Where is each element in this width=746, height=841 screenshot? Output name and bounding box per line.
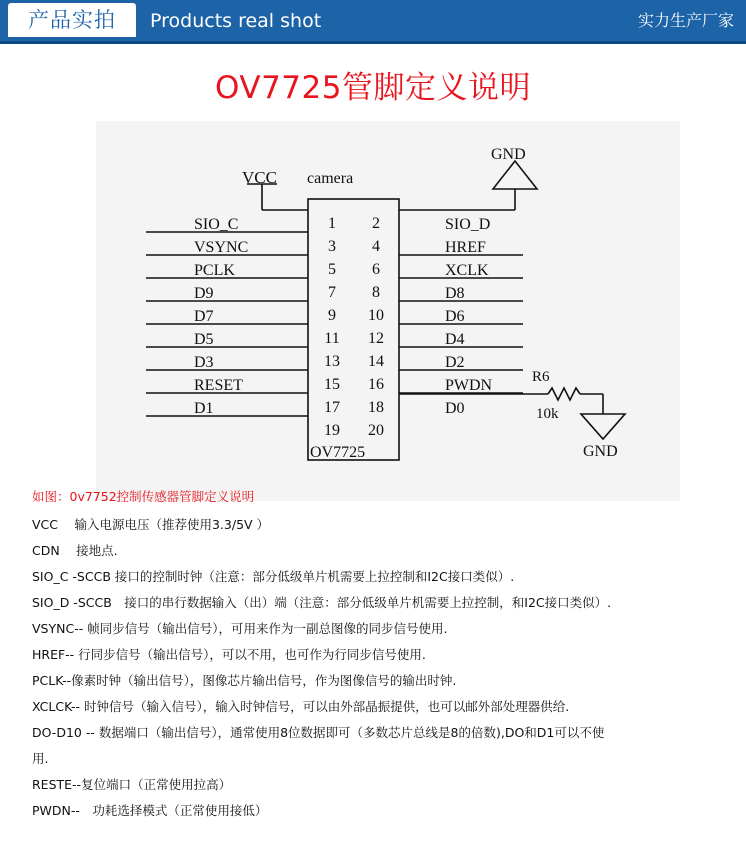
page-title: OV7725管脚定义说明 (215, 70, 531, 106)
pin-diagram-svg (96, 121, 680, 501)
right-pin-number: 4 (372, 238, 380, 255)
pin-descriptions (32, 512, 742, 824)
left-pin-number: 1 (328, 215, 336, 232)
left-pin-number: 15 (324, 376, 340, 393)
right-signal-label: SIO_D (445, 216, 491, 233)
gnd-bottom-label: GND (583, 443, 618, 460)
pin-diagram (96, 121, 680, 501)
pin-description-line: DO-D10 -- 数据端口（输出信号），通常使用8位数据即可（多数芯片总线是8的倍数),DO和D1可以不使 (32, 725, 605, 740)
right-signal-label: XCLK (445, 262, 489, 279)
left-signal-label: VSYNC (194, 239, 249, 256)
header-cn-title: 产品实拍 (8, 3, 136, 37)
right-pin-number: 16 (368, 376, 384, 393)
vcc-label: VCC (242, 168, 277, 187)
left-signal-label: D7 (194, 308, 214, 325)
right-pin-number: 6 (372, 261, 380, 278)
chip-part-label: OV7725 (310, 444, 366, 461)
right-pin-number: 8 (372, 284, 380, 301)
gnd-top-symbol (493, 161, 537, 189)
right-pin-number: 10 (368, 307, 384, 324)
pin-description-line: 用. (32, 751, 49, 766)
right-pin-number: 20 (368, 422, 384, 439)
chip-label: camera (307, 170, 354, 187)
chip-body (308, 199, 399, 460)
pin-description-line: SIO_C -SCCB 接口的控制时钟（注意：部分低级单片机需要上拉控制和I2C接口类似）. (32, 569, 515, 584)
pin-description-line: HREF-- 行同步信号（输出信号），可以不用，也可作为行同步信号使用. (32, 647, 426, 662)
pin-description-line: VCC 输入电源电压（推荐使用3.3/5V ） (32, 517, 270, 532)
left-pin-number: 13 (324, 353, 340, 370)
header-right-text: 实力生产厂家 (637, 11, 734, 30)
resistor-value: 10k (536, 406, 559, 422)
pin-description-line: VSYNC-- 帧同步信号（输出信号），可用来作为一副总图像的同步信号使用. (32, 621, 448, 636)
right-signal-label: D0 (445, 400, 465, 417)
left-signal-label: SIO_C (194, 216, 239, 233)
right-pin-number: 18 (368, 399, 384, 416)
right-pin-number: 12 (368, 330, 384, 347)
left-pin-number: 19 (324, 422, 340, 439)
gnd-top-label: GND (491, 146, 526, 163)
right-signal-label: D8 (445, 285, 465, 302)
pin-description-line: SIO_D -SCCB 接口的串行数据输入（出）端（注意：部分低级单片机需要上拉控制，和I2C接口类似）. (32, 595, 612, 610)
left-pin-number: 11 (324, 330, 340, 347)
left-pin-number: 9 (328, 307, 336, 324)
left-pin-number: 7 (328, 284, 336, 301)
left-pin-number: 5 (328, 261, 336, 278)
diagram-caption: 如图：0v7752控制传感器管脚定义说明 (32, 489, 255, 504)
right-pin-number: 14 (368, 353, 384, 370)
left-signal-label: D3 (194, 354, 214, 371)
pin-rows (146, 215, 523, 439)
pin-description-line: PWDN-- 功耗选择模式（正常使用接低） (32, 803, 268, 818)
right-signal-label: D4 (445, 331, 465, 348)
pin-description-line: RESTE--复位端口（正常使用拉高） (32, 777, 232, 792)
right-signal-label: D2 (445, 354, 465, 371)
resistor-name: R6 (532, 369, 550, 385)
pin-description-line: CDN 接地点. (32, 543, 118, 558)
left-signal-label: D5 (194, 331, 214, 348)
pin-description-line: PCLK--像素时钟（输出信号），图像芯片输出信号，作为图像信号的输出时钟. (32, 673, 457, 688)
left-signal-label: D9 (194, 285, 214, 302)
left-pin-number: 17 (324, 399, 340, 416)
right-signal-label: D6 (445, 308, 465, 325)
left-signal-label: PCLK (194, 262, 235, 279)
gnd-bottom-symbol (581, 414, 625, 439)
pin-description-line: XCLCK-- 时钟信号（输入信号），输入时钟信号，可以由外部晶振提供，也可以邮外部处理器供给. (32, 699, 570, 714)
left-signal-label: D1 (194, 400, 214, 417)
left-signal-label: RESET (194, 377, 243, 394)
header-en-title: Products real shot (150, 10, 322, 32)
left-pin-number: 3 (328, 238, 336, 255)
right-signal-label: PWDN (445, 377, 493, 394)
right-signal-label: HREF (445, 239, 486, 256)
header-bar (0, 0, 746, 44)
right-pin-number: 2 (372, 215, 380, 232)
